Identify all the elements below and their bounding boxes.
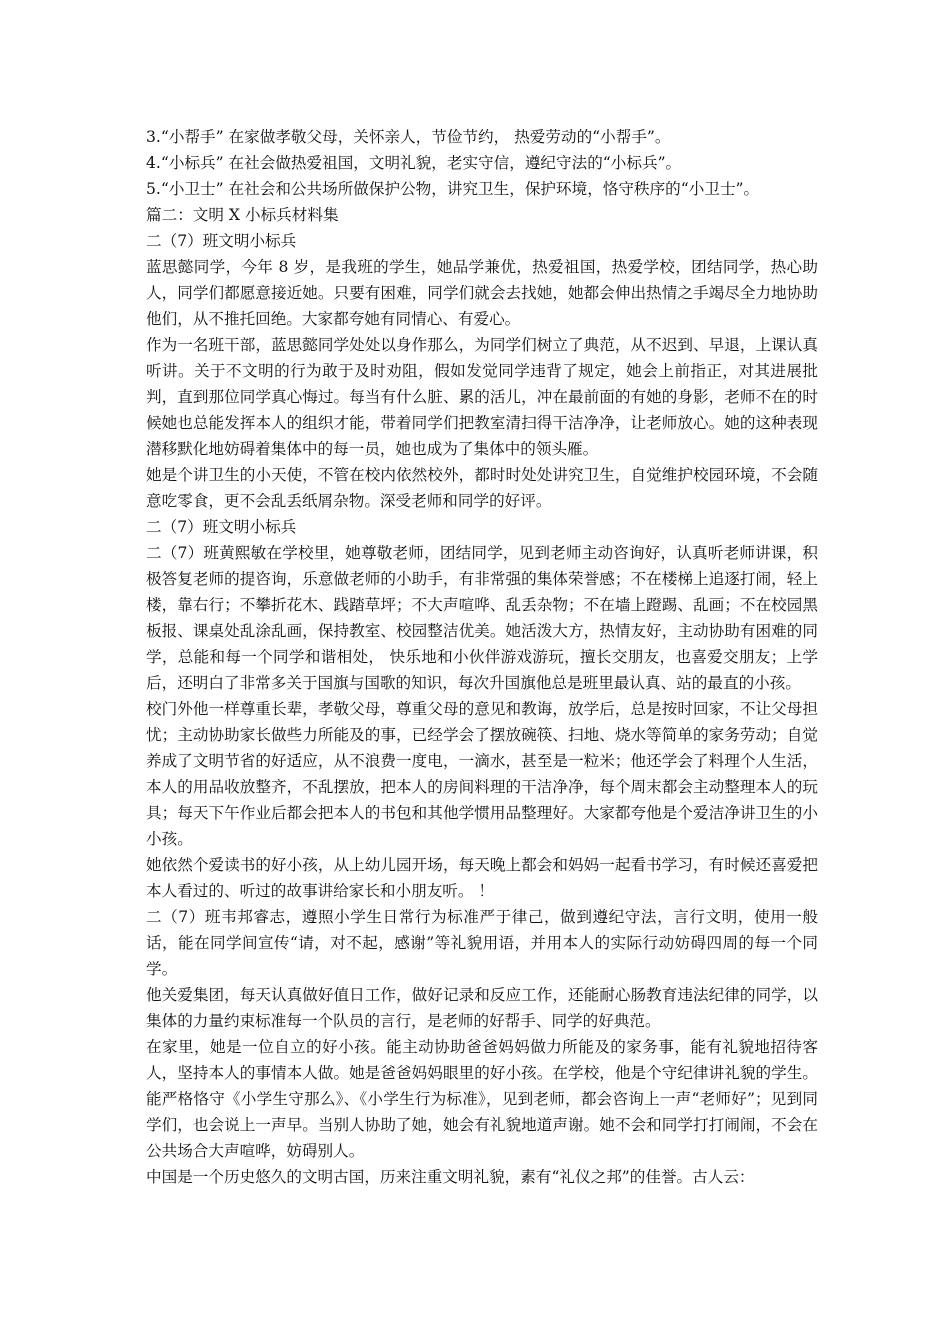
section-heading: 篇二：文明 X 小标兵材料集 bbox=[146, 206, 339, 224]
paragraph: 作为一名班干部，蓝思懿同学处处以身作那么，为同学们树立了典范，从不迟到、早退，上课认真听讲。关于不文明的行为敢于及时劝阻，假如发觉同学违背了规定，她会上前指正，对其进展批判，直到那位同学真心悔过。每当有什么脏、累的活儿，冲在最前面的有她的身影，老师不在的时候她也总能发挥本人的组织才能，带着同学们把教室清扫得干洁净净，让老师放心。她的这种表现潜移默化地妨碍着集体中的每一员，她也成为了集体中的领头雁。 bbox=[146, 336, 818, 458]
paragraph-rule-3: 3.“小帮手” 在家做孝敬父母，关怀亲人，节俭节约， 热爱劳动的“小帮手”。 bbox=[146, 128, 671, 146]
paragraph: 校门外他一样尊重长辈，孝敬父母，尊重父母的意见和教诲，放学后，总是按时回家，不让父母担忧；主动协助家长做些力所能及的事，已经学会了摆放碗筷、扫地、烧水等简单的家务劳动；自觉养成了文明节省的好适应，从不浪费一度电，一滴水，甚至是一粒米；他还学会了料理个人生活，本人的用品收放整齐，不乱摆放，把本人的房间料理的干洁净净，每个周末都会主动整理本人的玩具；每天下午作业后都会把本人的书包和其他学惯用品整理好。大家都夸他是个爱洁净讲卫生的小小孩。 bbox=[146, 700, 818, 848]
paragraph: 中国是一个历史悠久的文明古国，历来注重文明礼貌，素有“礼仪之邦”的佳誉。古人云： bbox=[146, 1168, 755, 1186]
paragraph-rule-4: 4.“小标兵” 在社会做热爱祖国，文明礼貌，老实守信，遵纪守法的“小标兵”。 bbox=[146, 154, 682, 172]
subsection-heading: 二（7）班文明小标兵 bbox=[146, 518, 297, 536]
paragraph: 她依然个爱读书的好小孩，从上幼儿园开场，每天晚上都会和妈妈一起看书学习，有时候还喜爱把本人看过的、听过的故事讲给家长和小朋友听。 ！ bbox=[146, 856, 818, 900]
paragraph: 他关爱集团，每天认真做好值日工作，做好记录和反应工作，还能耐心肠教育违法纪律的同学，以集体的力量约束标准每一个队员的言行，是老师的好帮手、同学的好典范。 bbox=[146, 986, 818, 1030]
document-body bbox=[146, 124, 818, 1190]
paragraph: 她是个讲卫生的小天使，不管在校内依然校外，都时时处处讲究卫生，自觉维护校园环境，不会随意吃零食，更不会乱丢纸屑杂物。深受老师和同学的好评。 bbox=[146, 466, 818, 510]
paragraph-rule-5: 5.“小卫士” 在社会和公共场所做保护公物，讲究卫生，保护环境，恪守秩序的“小卫士”。 bbox=[146, 180, 760, 198]
paragraph: 在家里，她是一位自立的好小孩。能主动协助爸爸妈妈做力所能及的家务事，能有礼貌地招待客人，坚持本人的事情本人做。她是爸爸妈妈眼里的好小孩。在学校，他是个守纪律讲礼貌的学生。能严格恪守《小学生守那么》、《小学生行为标准》，见到老师，都会咨询上一声“老师好”；见到同学们，也会说上一声早。当别人协助了她，她会有礼貌地道声谢。她不会和同学打打闹闹，不会在公共场合大声喧哗，妨碍别人。 bbox=[146, 1038, 818, 1160]
paragraph: 二（7）班黄熙敏在学校里，她尊敬老师，团结同学，见到老师主动咨询好，认真听老师讲课，积极答复老师的提咨询，乐意做老师的小助手，有非常强的集体荣誉感；不在楼梯上追逐打闹，轻上楼，靠右行；不攀折花木、践踏草坪；不大声喧哗、乱丢杂物；不在墙上蹬踢、乱画；不在校园黑板报、课桌处乱涂乱画，保持教室、校园整洁优美。她活泼大方，热情友好，主动协助有困难的同学，总能和每一个同学和谐相处， 快乐地和小伙伴游戏游玩，擅长交朋友，也喜爱交朋友；上学后，还明白了非常多关于国旗与国歌的知识，每次升国旗他总是班里最认真、站的最直的小孩。 bbox=[146, 544, 818, 692]
paragraph: 蓝思懿同学，今年 8 岁，是我班的学生，她品学兼优，热爱祖国，热爱学校，团结同学，热心助人，同学们都愿意接近她。只要有困难，同学们就会去找她，她都会伸出热情之手竭尽全力地协助他们，从不推托回绝。大家都夸她有同情心、有爱心。 bbox=[146, 258, 818, 328]
paragraph: 二（7）班韦邦睿志，遵照小学生日常行为标准严于律己，做到遵纪守法，言行文明，使用一般话，能在同学间宣传“请，对不起，感谢”等礼貌用语，并用本人的实际行动妨碍四周的每一个同学。 bbox=[146, 908, 818, 978]
subsection-heading: 二（7）班文明小标兵 bbox=[146, 232, 297, 250]
